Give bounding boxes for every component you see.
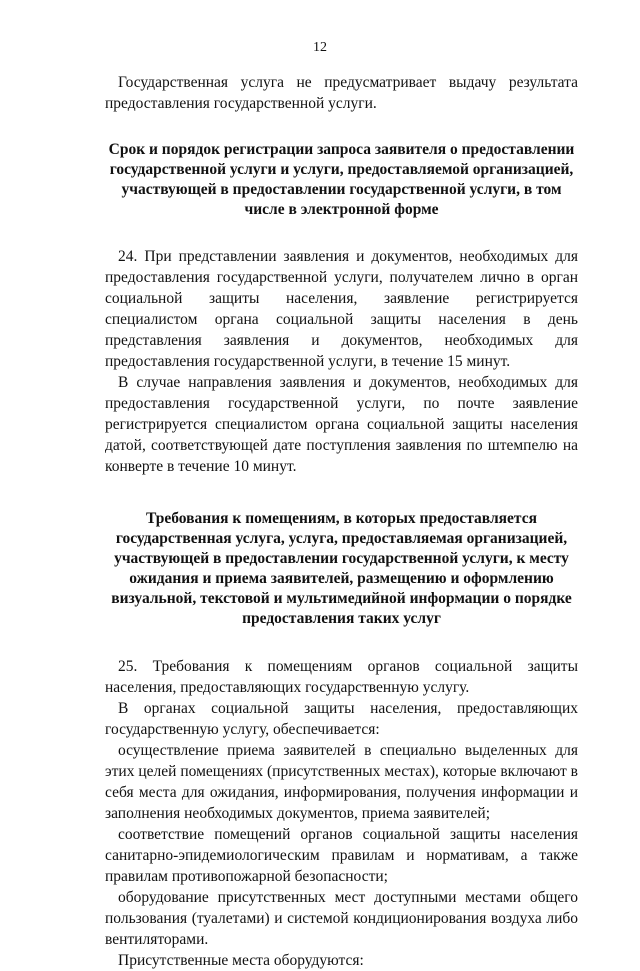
paragraph-25-4: соответствие помещений органов социальной защиты населения санитарно-эпидемиологическим правилам и нормативам, а также правилам противопожарной безопасности; xyxy=(105,826,578,885)
paragraph-25-6: Присутственные места оборудуются: xyxy=(118,952,364,969)
document-body xyxy=(105,72,578,971)
paragraph-25-2: В органах социальной защиты населения, предоставляющих государственную услугу, обеспечивается: xyxy=(105,700,578,738)
paragraph-24-1: 24. При представлении заявления и документов, необходимых для предоставления государственной услуги, получателем лично в орган социальной защиты населения, заявление регистрируется специалистом органа социальной защиты населения в день представления заявления и документов, необходимых для предоставления государственной услуги, в течение 15 минут. xyxy=(105,248,578,370)
intro-paragraph: Государственная услуга не предусматривает выдачу результата предоставления государственной услуги. xyxy=(105,74,578,112)
paragraph-25-3: осуществление приема заявителей в специально выделенных для этих целей помещениях (присутственных местах), которые включают в себя места для ожидания, информирования, получения информации и заполнения необходимых документов, приема заявителей; xyxy=(105,742,578,822)
section-heading-premises: Требования к помещениям, в которых предоставляется государственная услуга, услуга, предоставляемая организацией, участвующей в предоставлении государственной услуги, к месту ожидания и приема заявителей, размещению и оформлению визуальной, текстовой и мультимедийной информации о порядке предоставления таких услуг xyxy=(111,510,572,627)
paragraph-24-2: В случае направления заявления и документов, необходимых для предоставления государственной услуги, по почте заявление регистрируется специалистом органа социальной защиты населения датой, соответствующей дате поступления заявления по штемпелю на конверте в течение 10 минут. xyxy=(105,374,578,475)
page-number: 12 xyxy=(313,40,327,55)
section-heading-registration: Срок и порядок регистрации запроса заявителя о предоставлении государственной услуги и услуги, предоставляемой организацией, участвующей в предоставлении государственной услуги, в том числе в электронной форме xyxy=(108,141,575,218)
paragraph-25-5: оборудование присутственных мест доступными местами общего пользования (туалетами) и системой кондиционирования воздуха либо вентиляторами. xyxy=(105,889,578,948)
paragraph-25-1: 25. Требования к помещениям органов социальной защиты населения, предоставляющих государственную услугу. xyxy=(105,658,578,696)
